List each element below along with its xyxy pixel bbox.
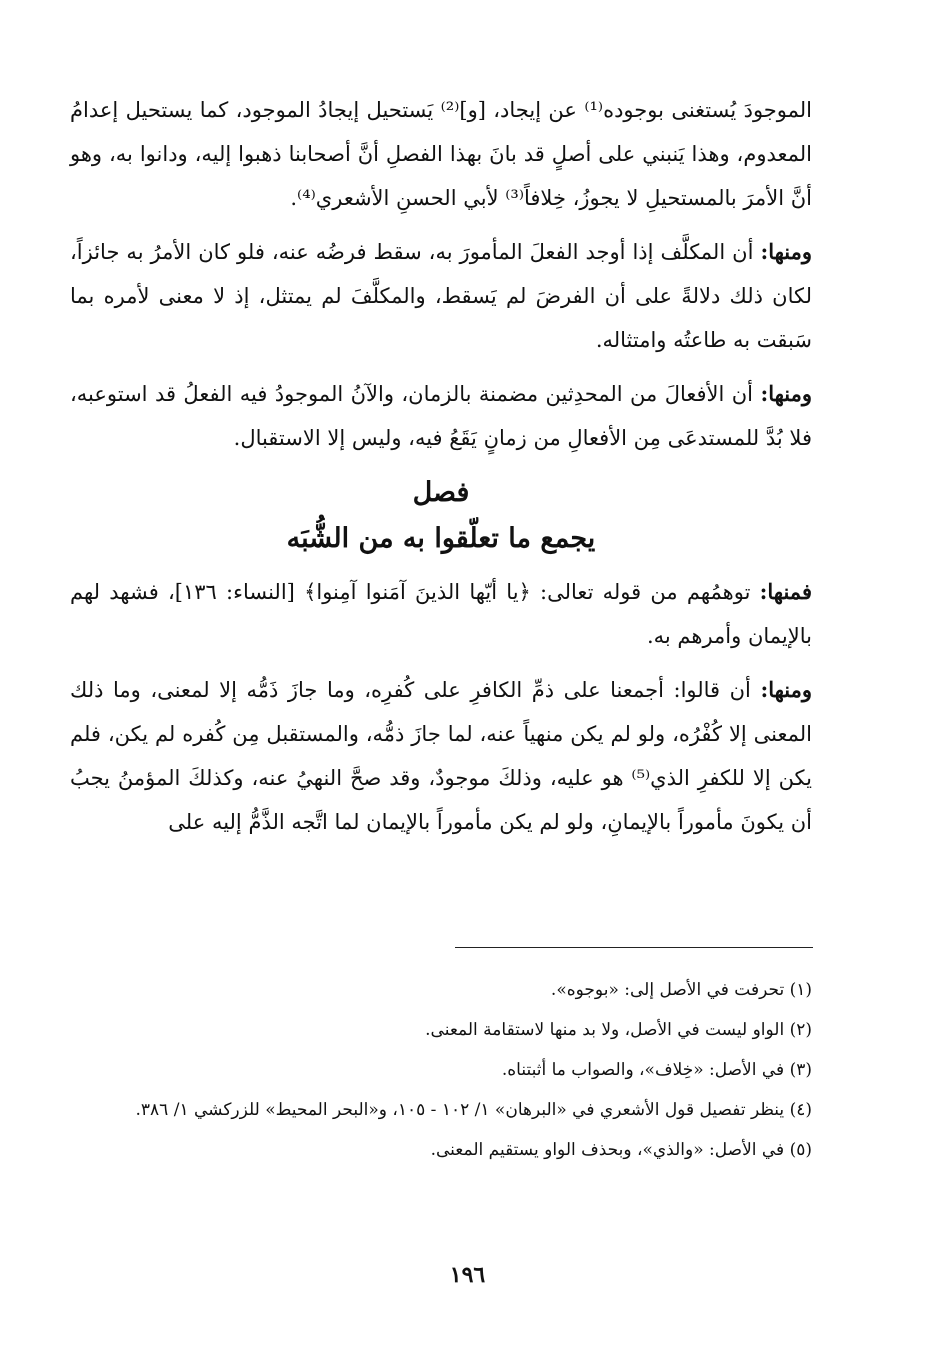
paragraph-4-text: توهمُهم من قوله تعالى: ﴿يا أيّها الذينَ آمَنوا آمِنوا﴾ [النساء: ١٣٦]، فشهد لهم بالإيمان وأمرهم به. <box>70 580 812 648</box>
paragraph-1-text: الموجودَ يُستغنى بوجوده⁽¹⁾ عن إيجاد، [و]⁽²⁾ يَستحيل إيجادُ الموجود، كما يستحيل إعدامُ المعدوم، وهذا يَنبني على أصلٍ قد بانَ بهذا الفصلِ أنَّ أصحابنا ذهبوا إليه، ودانوا به، وهو أنَّ الأمرَ بالمستحيلِ لا يجوزُ، خِلافاً⁽³⁾ لأبي الحسنِ الأشعري⁽⁴⁾. <box>70 98 812 210</box>
paragraph-3-text: أن الأفعالَ من المحدِثين مضمنة بالزمان، والآنُ الموجودُ فيه الفعلُ قد استوعبه، فلا بُدَّ للمستدعَى مِن الأفعالِ من زمانٍ يَقَعُ فيه، وليس إلا الاستقبال. <box>70 382 812 450</box>
paragraph-3-lead: ومنها: <box>760 381 812 406</box>
footnote-5: (٥) في الأصل: «والذي»، وبحذف الواو يستقيم المعنى. <box>430 1140 812 1160</box>
paragraph-1 <box>70 88 812 220</box>
paragraph-5-text: أن قالوا: أجمعنا على ذمِّ الكافرِ على كُفرِه، وما جازَ ذَمُّه إلا لمعنى، وما ذلك المعنى إلا كُفْرُه، ولو لم يكن منهياً عنه، لما جازَ ذمُّه، والمستقبل مِن كُفره لم يكن، فلم يكن إلا للكفرِ الذي⁽⁵⁾ هو عليه، وذلكَ موجودٌ، وقد صحَّ النهيُ عنه، وكذلكَ المؤمنُ يجبُ أن يكونَ مأموراً بالإيمانِ، ولو لم يكن مأموراً بالإيمان لما اتَّجه الذَّمُّ إليه على <box>70 678 812 834</box>
paragraph-5-lead: ومنها: <box>760 677 812 702</box>
footnotes <box>70 972 812 1172</box>
paragraph-3 <box>70 372 812 460</box>
paragraph-2-lead: ومنها: <box>760 239 812 264</box>
footnote-3: (٣) في الأصل: «خِلاف»، والصواب ما أثبتناه. <box>501 1060 812 1080</box>
paragraph-4-lead: فمنها: <box>759 579 812 604</box>
paragraph-2-text: أن المكلَّف إذا أوجد الفعلَ المأمورَ به، سقط فرضُه عنه، فلو كان الأمرُ به جائزاً، لكان ذلك دلالةً على أن الفرضَ لم يَسقط، والمكلَّفَ لم يمتثل، إذ لا معنى لأمره بما سَبقت به طاعتُه وامتثاله. <box>70 240 812 352</box>
footnote-2: (٢) الواو ليست في الأصل، ولا بد منها لاستقامة المعنى. <box>425 1020 812 1040</box>
paragraph-2 <box>70 230 812 362</box>
footnote-1: (١) تحرفت في الأصل إلى: «بوجوه». <box>550 980 812 1000</box>
main-text <box>70 88 812 854</box>
footnote-divider <box>455 947 813 948</box>
page-number: ١٩٦ <box>449 1262 486 1288</box>
section-heading: فصل <box>412 477 470 508</box>
footnote-4: (٤) ينظر تفصيل قول الأشعري في «البرهان» ١/ ١٠٢ - ١٠٥، و«البحر المحيط» للزركشي ١/ ٣٨٦. <box>135 1100 812 1120</box>
section-subheading: يجمع ما تعلّقوا به من الشُّبَه <box>286 523 596 554</box>
paragraph-4 <box>70 570 812 658</box>
paragraph-5 <box>70 668 812 844</box>
